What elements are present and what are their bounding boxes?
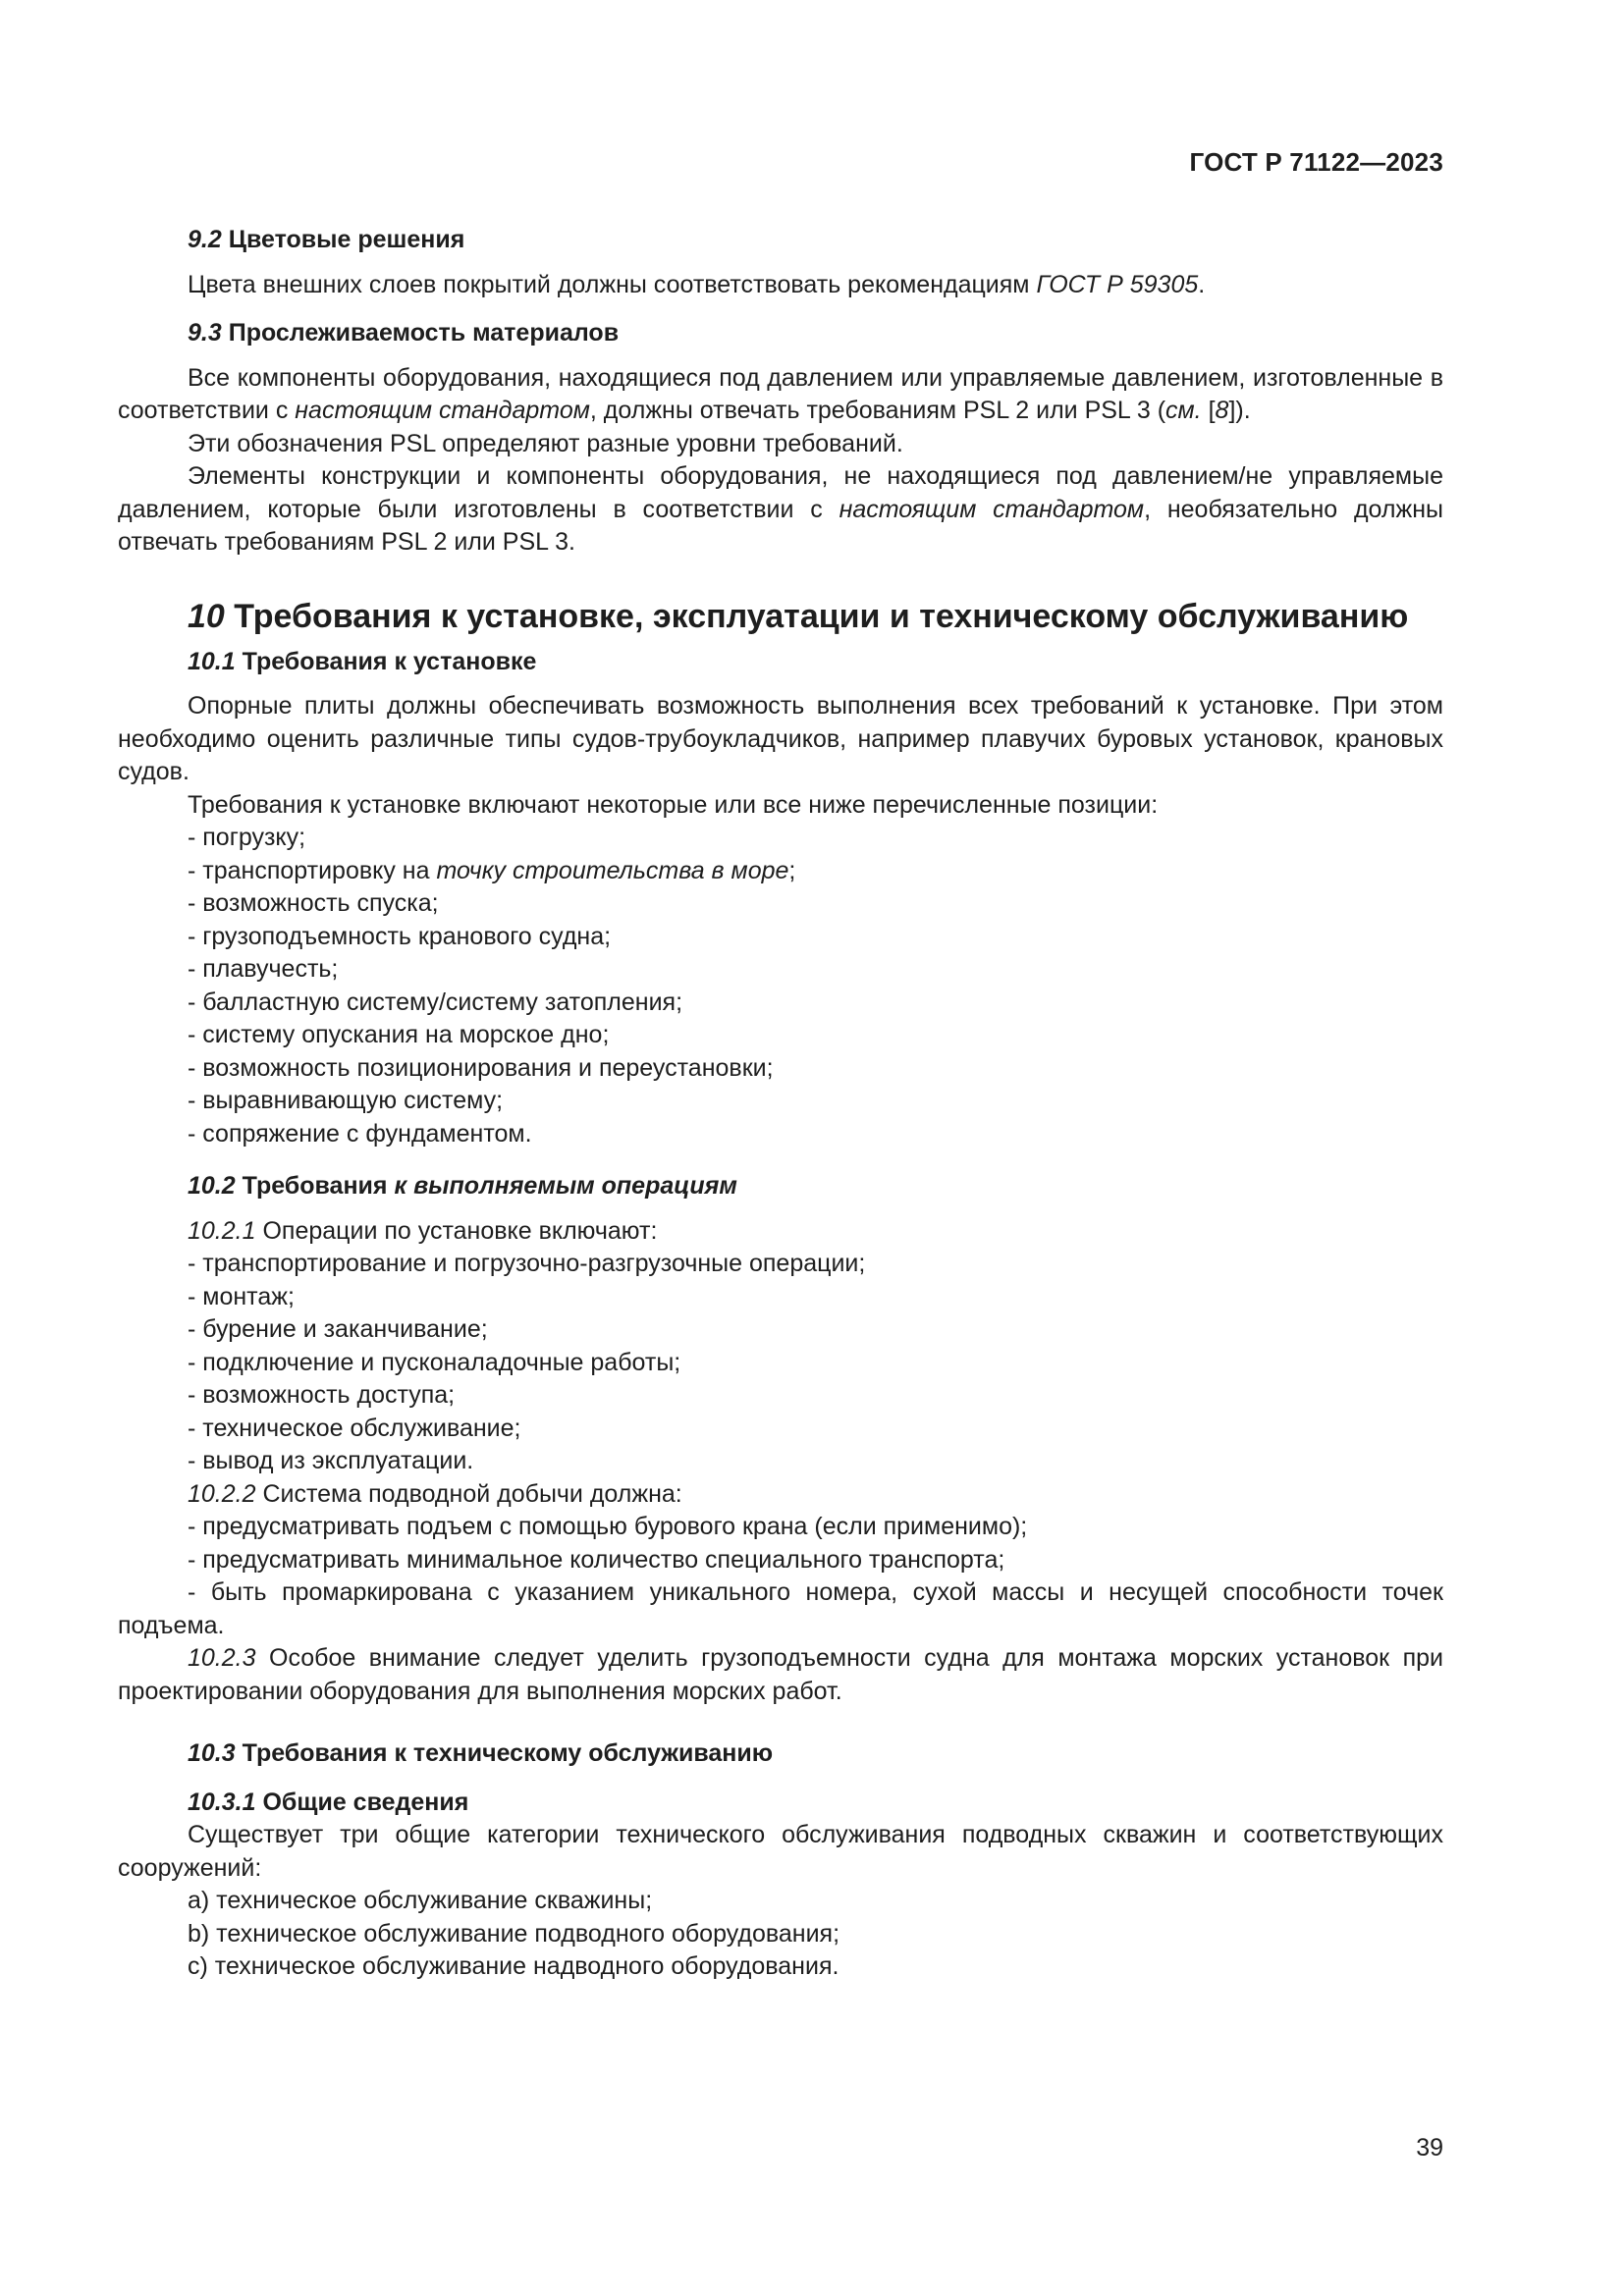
list-item: - транспортирование и погрузочно-разгрузочные операции; <box>188 1250 866 1277</box>
paragraph: Требования к установке включают некоторые или все ниже перечисленные позиции: <box>188 790 1159 819</box>
section-number: 10.2 <box>188 1172 236 1200</box>
list-item: - возможность позиционирования и переустановки; <box>188 1053 774 1082</box>
section-title: Требования <box>242 1172 395 1200</box>
list-item: b) техническое обслуживание подводного оборудования; <box>188 1919 840 1948</box>
bibliography-reference: 8 <box>1215 397 1229 424</box>
paragraph: Существует три общие категории технического обслуживания подводных скважин и соответствующих сооружений: <box>118 1821 1443 1882</box>
list-item: - сопряжение с фундаментом. <box>188 1119 532 1148</box>
text: [ <box>1201 397 1216 424</box>
italic-text: точку строительства в море <box>436 856 789 884</box>
list-item: - техническое обслуживание; <box>188 1414 521 1442</box>
clause-number: 10.2.2 <box>188 1479 256 1508</box>
section-10-heading <box>118 595 1443 638</box>
list-item: - вывод из эксплуатации. <box>188 1447 474 1474</box>
text: , необязательно должны отвечать требованиям PSL 2 или PSL 3. <box>118 495 1443 556</box>
list-item: - быть промаркирована с указанием уникального номера, сухой массы и несущей способности точек подъема. <box>118 1578 1443 1639</box>
section-title: Требования к установке, эксплуатации и техническому обслуживанию <box>234 597 1409 635</box>
list-item: - выравнивающую систему; <box>188 1087 504 1114</box>
section-10-1-heading <box>118 646 1443 679</box>
list-item: - возможность спуска; <box>188 889 439 917</box>
list-item: a) техническое обслуживание скважины; <box>188 1887 653 1914</box>
section-title: Цветовые решения <box>228 226 465 253</box>
paragraph <box>118 362 1443 428</box>
section-number: 9.3 <box>188 319 222 347</box>
section-number: 10.3.1 <box>188 1788 256 1816</box>
clause-number: 10.2.1 <box>188 1216 256 1245</box>
italic-text: настоящим стандартом <box>295 397 590 424</box>
section-title: Общие сведения <box>262 1788 469 1816</box>
text: Система подводной добычи должна: <box>255 1479 682 1508</box>
text: , должны отвечать требованиям PSL 2 или PSL 3 ( <box>589 397 1166 424</box>
text: ]). <box>1228 397 1251 424</box>
list-item: c) техническое обслуживание надводного оборудования. <box>188 1952 839 1980</box>
section-10-3-heading <box>118 1737 1443 1771</box>
list-item: - балластную систему/систему затопления; <box>188 988 683 1016</box>
paragraph <box>118 1478 1443 1512</box>
section-title-italic: к выполняемым операциям <box>394 1172 737 1200</box>
section-number: 10.3 <box>188 1739 236 1767</box>
list-item: - грузоподъемность кранового судна; <box>188 922 612 950</box>
section-number: 10.1 <box>188 647 236 675</box>
section-title: Требования к установке <box>242 647 537 675</box>
text: . <box>1198 270 1206 298</box>
list-item: - предусматривать минимальное количество специального транспорта; <box>188 1545 1005 1574</box>
section-title: Требования к техническому обслуживанию <box>242 1739 774 1767</box>
section-number: 9.2 <box>188 226 222 253</box>
paragraph <box>118 1642 1443 1708</box>
list-item: - подключение и пусконаладочные работы; <box>188 1348 681 1376</box>
standard-reference: ГОСТ Р 59305 <box>1036 270 1199 298</box>
list-item <box>118 855 1443 888</box>
section-title: Прослеживаемость материалов <box>228 319 620 347</box>
text: Операции по установке включают: <box>255 1216 658 1245</box>
section-number: 10 <box>188 597 225 635</box>
paragraph: Эти обозначения PSL определяют разные уровни требований. <box>188 429 903 457</box>
text: - транспортировку на <box>188 856 437 884</box>
text: Особое внимание следует уделить грузоподъемности судна для монтажа морских установок при проектировании оборудования для выполнения морских работ. <box>118 1644 1443 1705</box>
paragraph: Опорные плиты должны обеспечивать возможность выполнения всех требований к установке. При этом необходимо оценить различные типы судов-трубоукладчиков, например плавучих буровых установок, крановых судов. <box>118 692 1443 785</box>
text: Все компоненты оборудования, находящиеся под давлением или управляемые давлением, изготовленные в соответствии с <box>118 363 1443 424</box>
list-item: - бурение и заканчивание; <box>188 1315 488 1343</box>
section-9-2-heading <box>118 224 1443 257</box>
section-10-3-1-heading <box>118 1787 1443 1820</box>
list-item: - плавучесть; <box>188 955 339 983</box>
list-item: - монтаж; <box>188 1282 295 1310</box>
text: Элементы конструкции и компоненты оборудования, не находящиеся под давлением/не управляемые давлением, которые были изготовлены в соответствии с <box>118 462 1443 523</box>
document-header-id: ГОСТ Р 71122—2023 <box>1189 147 1443 177</box>
paragraph <box>118 269 1443 302</box>
text: Цвета внешних слоев покрытий должны соответствовать рекомендациям <box>188 270 1037 298</box>
clause-number: 10.2.3 <box>188 1644 256 1672</box>
section-9-3-heading <box>118 317 1443 350</box>
text: ; <box>788 856 796 884</box>
list-item: - возможность доступа; <box>188 1381 456 1409</box>
list-item: - погрузку; <box>188 824 306 851</box>
list-item: - предусматривать подъем с помощью бурового крана (если применимо); <box>188 1513 1028 1540</box>
section-10-2-heading <box>118 1170 1443 1203</box>
paragraph <box>118 1215 1443 1249</box>
italic-text: настоящим стандартом <box>839 495 1145 523</box>
list-item: - систему опускания на морское дно; <box>188 1021 610 1048</box>
paragraph <box>118 460 1443 560</box>
page-content <box>118 224 1443 1984</box>
italic-text: см. <box>1165 397 1202 424</box>
page-number: 39 <box>1416 2134 1443 2162</box>
